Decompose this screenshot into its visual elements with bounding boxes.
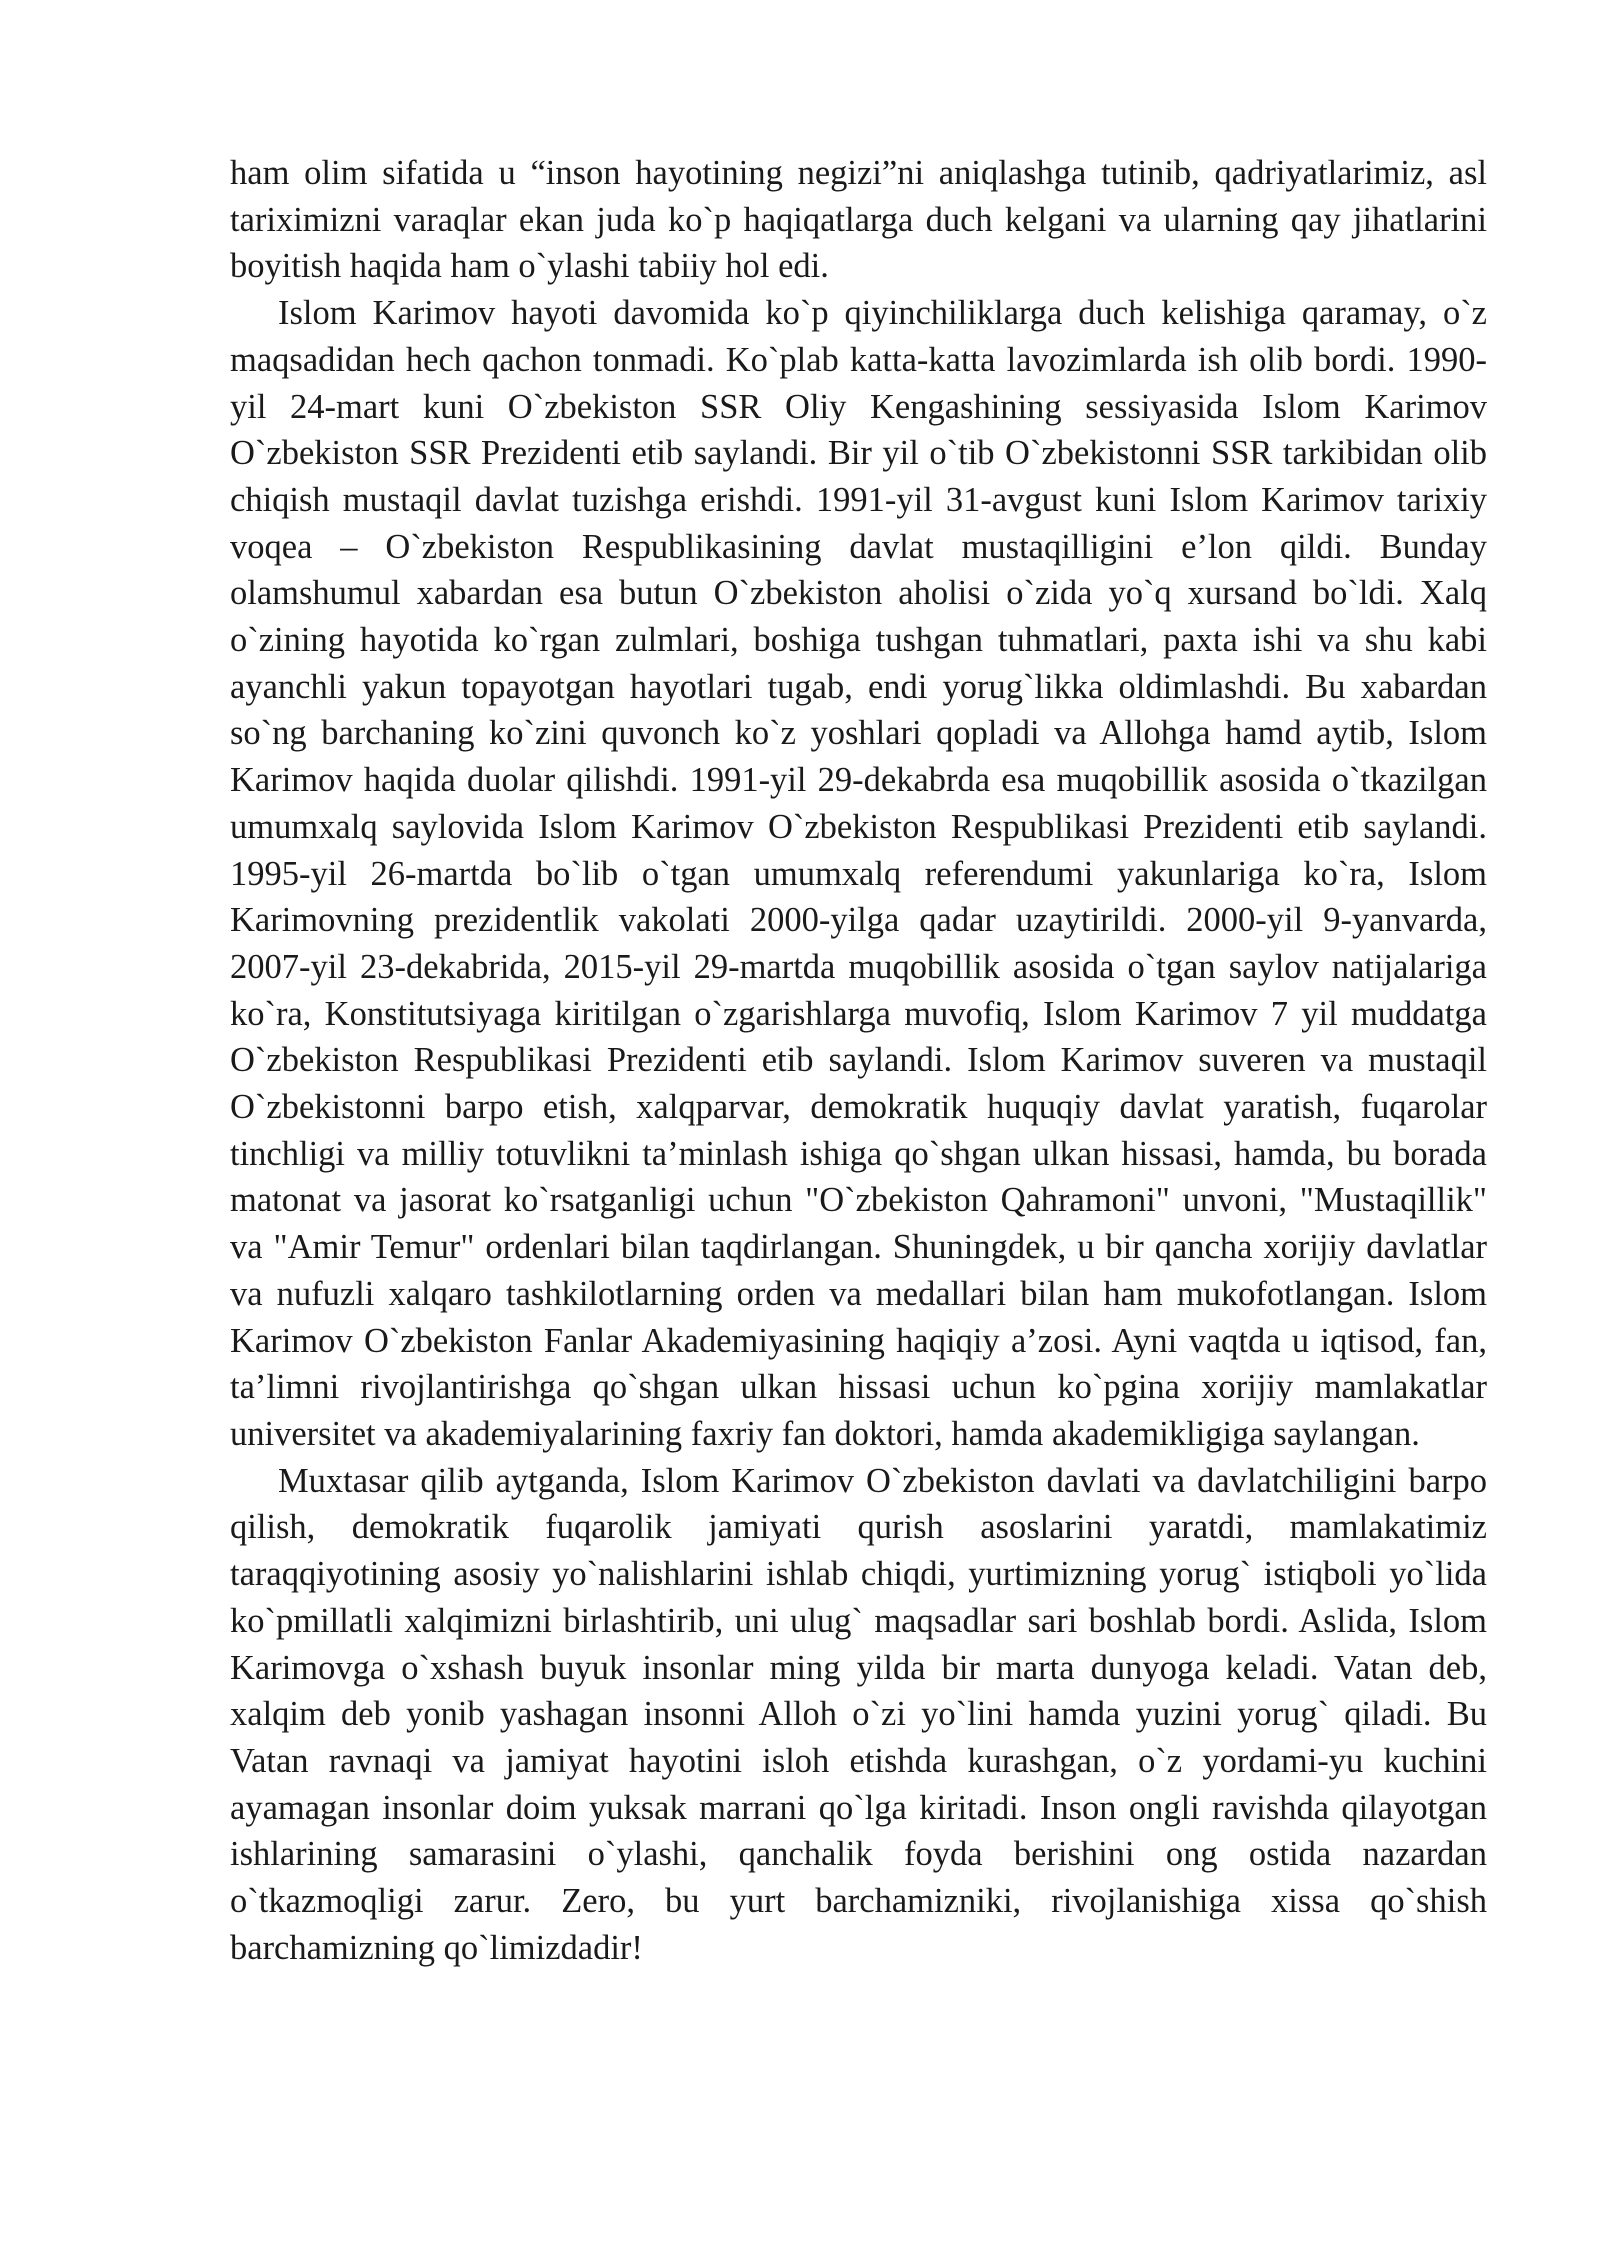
paragraph-biography: Islom Karimov hayoti davomida ko`p qiyinchiliklarga duch kelishiga qaramay, o`z maqsadidan hech qachon tonmadi. Ko`plab katta-katta lavozimlarda ish olib bordi. 1990-yil 24-mart kuni O`zbekiston SSR Oliy Kengashining sessiyasida Islom Karimov O`zbekiston SSR Prezidenti etib saylandi. Bir yil o`tib O`zbekistonni SSR tarkibidan olib chiqish mustaqil davlat tuzishga erishdi. 1991-yil 31-avgust kuni Islom Karimov tarixiy voqea – O`zbekiston Respublikasining davlat mustaqilligini e’lon qildi. Bunday olamshumul xabardan esa butun O`zbekiston aholisi o`zida yo`q xursand bo`ldi. Xalq o`zining hayotida ko`rgan zulmlari, boshiga tushgan tuhmatlari, paxta ishi va shu kabi ayanchli yakun topayotgan hayotlari tugab, endi yorug`likka oldimlashdi. Bu xabardan so`ng barchaning ko`zini quvonch ko`z yoshlari qopladi va Allohga hamd aytib, Islom Karimov haqida duolar qilishdi. 1991-yil 29-dekabrda esa muqobillik asosida o`tkazilgan umumxalq saylovida Islom Karimov O`zbekiston Respublikasi Prezidenti etib saylandi. 1995-yil 26-martda bo`lib o`tgan umumxalq referendumi yakunlariga ko`ra, Islom Karimovning prezidentlik vakolati 2000-yilga qadar uzaytirildi. 2000-yil 9-yanvarda, 2007-yil 23-dekabrida, 2015-yil 29-martda muqobillik asosida o`tgan saylov natijalariga ko`ra, Konstitutsiyaga kiritilgan o`zgarishlarga muvofiq, Islom Karimov 7 yil muddatga O`zbekiston Respublikasi Prezidenti etib saylandi. Islom Karimov suveren va mustaqil O`zbekistonni barpo etish, xalqparvar, demokratik huquqiy davlat yaratish, fuqarolar tinchligi va milliy totuvlikni ta’minlash ishiga qo`shgan ulkan hissasi, hamda, bu borada matonat va jasorat ko`rsatganligi uchun "O`zbekiston Qahramoni" unvoni, "Mustaqillik" va "Amir Temur" ordenlari bilan taqdirlangan. Shuningdek, u bir qancha xorijiy davlatlar va nufuzli xalqaro tashkilotlarning orden va medallari bilan ham mukofotlangan. Islom Karimov O`zbekiston Fanlar Akademiyasining haqiqiy a’zosi. Ayni vaqtda u iqtisod, fan, ta’limni rivojlantirishga qo`shgan ulkan hissasi uchun ko`pgina xorijiy mamlakatlar universitet va akademiyalarining faxriy fan doktori, hamda akademikligiga saylangan. (230, 294, 1487, 1453)
document-body (230, 150, 1487, 1971)
paragraph-continuation: ham olim sifatida u “inson hayotining negizi”ni aniqlashga tutinib, qadriyatlarimiz, asl tariximizni varaqlar ekan juda ko`p haqiqatlarga duch kelgani va ularning qay jihatlarini boyitish haqida ham o`ylashi tabiiy hol edi. (230, 154, 1487, 286)
paragraph-conclusion: Muxtasar qilib aytganda, Islom Karimov O`zbekiston davlati va davlatchiligini barpo qilish, demokratik fuqarolik jamiyati qurish asoslarini yaratdi, mamlakatimiz taraqqiyotining asosiy yo`nalishlarini ishlab chiqdi, yurtimizning yorug` istiqboli yo`lida ko`pmillatli xalqimizni birlashtirib, uni ulug` maqsadlar sari boshlab bordi. Aslida, Islom Karimovga o`xshash buyuk insonlar ming yilda bir marta dunyoga keladi. Vatan deb, xalqim deb yonib yashagan insonni Alloh o`zi yo`lini hamda yuzini yorug` qiladi. Bu Vatan ravnaqi va jamiyat hayotini isloh etishda kurashgan, o`z yordami-yu kuchini ayamagan insonlar doim yuksak marrani qo`lga kiritadi. Inson ongli ravishda qilayotgan ishlarining samarasini o`ylashi, qanchalik foyda berishini ong ostida nazardan o`tkazmoqligi zarur. Zero, bu yurt barchamizniki, rivojlanishiga xissa qo`shish barchamizning qo`limizdadir! (230, 1461, 1487, 1967)
